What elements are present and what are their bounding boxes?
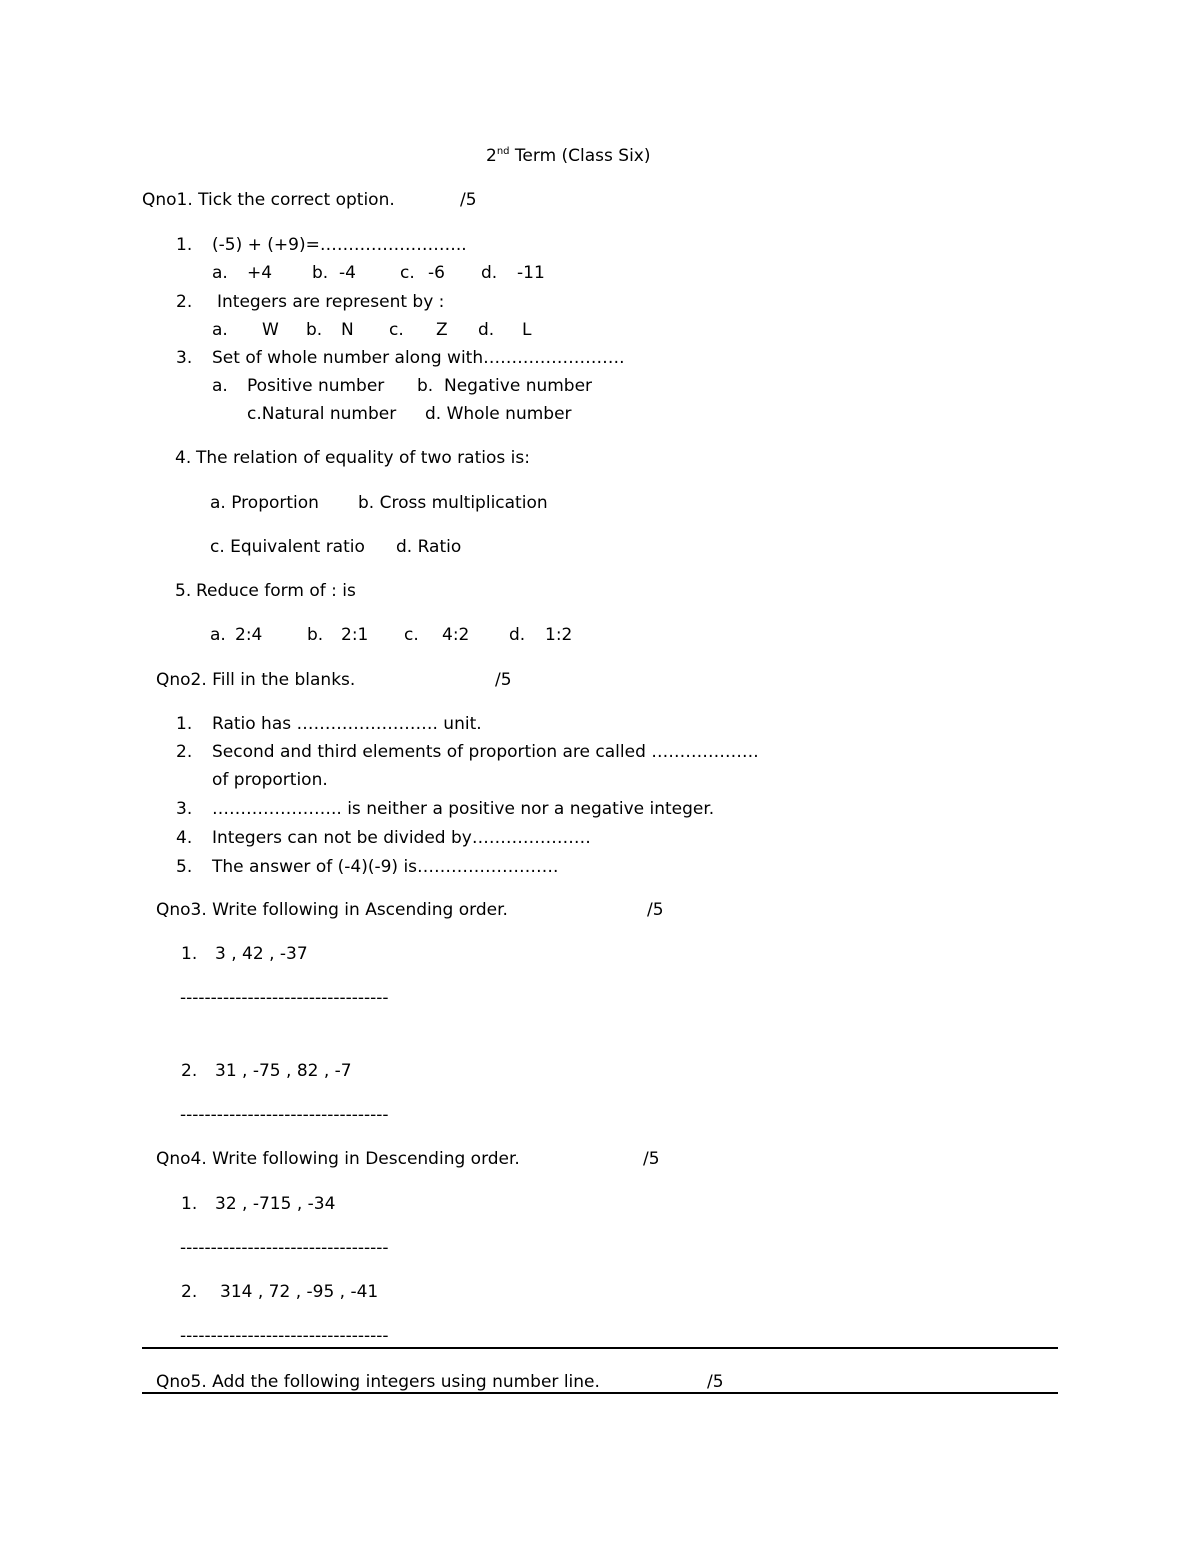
q3-item2-blank: ---------------------------------- bbox=[180, 1105, 389, 1125]
q1-item3-opt-c: c.Natural number bbox=[247, 404, 397, 424]
q1-item5-opt-c: c. bbox=[404, 625, 419, 645]
q2-heading: Qno2. Fill in the blanks. bbox=[156, 670, 356, 690]
q3-item2-text: 31 , -75 , 82 , -7 bbox=[215, 1061, 352, 1081]
q4-heading: Qno4. Write following in Descending order. bbox=[156, 1149, 520, 1169]
q5-heading: Qno5. Add the following integers using number line. bbox=[156, 1372, 600, 1392]
q3-item1-num: 1. bbox=[181, 944, 198, 964]
q1-item4-opt-c: c. Equivalent ratio bbox=[210, 537, 365, 557]
q1-item3-opt-d: d. Whole number bbox=[425, 404, 572, 424]
q3-heading: Qno3. Write following in Ascending order. bbox=[156, 900, 508, 920]
q2-item3-text: ………………….. is neither a positive nor a negative integer. bbox=[212, 799, 715, 819]
q1-item2-opt-d: d. bbox=[478, 320, 495, 340]
q4-item1-blank: ---------------------------------- bbox=[180, 1238, 389, 1258]
q2-item3-num: 3. bbox=[176, 799, 193, 819]
q2-item4-num: 4. bbox=[176, 828, 193, 848]
q4-item2-num: 2. bbox=[181, 1282, 198, 1302]
q2-item1-num: 1. bbox=[176, 714, 193, 734]
q1-item2-opt-d-val: L bbox=[522, 320, 532, 340]
title-text: Term (Class Six) bbox=[509, 146, 651, 166]
q1-item3-text: Set of whole number along with……………………. bbox=[212, 348, 625, 368]
page-title bbox=[486, 146, 651, 169]
divider-bottom bbox=[142, 1392, 1058, 1394]
q1-item5-opt-d-val: 1:2 bbox=[545, 625, 573, 645]
q1-item1-opt-b-val: -4 bbox=[339, 263, 356, 283]
q1-item4-num: 4. bbox=[175, 448, 192, 468]
q1-item3-opt-b: b. bbox=[417, 376, 434, 396]
q1-item3-opt-a: a. bbox=[212, 376, 228, 396]
q1-item2-num: 2. bbox=[176, 292, 193, 312]
q1-item4-opt-a: a. Proportion bbox=[210, 493, 319, 513]
q1-item1-text: (-5) + (+9)=…………………….. bbox=[212, 235, 467, 255]
q1-item2-opt-c-val: Z bbox=[436, 320, 448, 340]
q4-item2-blank: ---------------------------------- bbox=[180, 1326, 389, 1346]
q1-item2-opt-b-val: N bbox=[341, 320, 354, 340]
q1-item1-opt-d-val: -11 bbox=[517, 263, 545, 283]
q2-item2-text: Second and third elements of proportion are called ………………. bbox=[212, 742, 759, 762]
q1-item5-opt-c-val: 4:2 bbox=[442, 625, 470, 645]
q4-item1-num: 1. bbox=[181, 1194, 198, 1214]
q1-item5-opt-a-val: 2:4 bbox=[235, 625, 263, 645]
q2-item2-cont: of proportion. bbox=[212, 770, 328, 790]
q1-heading: Qno1. Tick the correct option. bbox=[142, 190, 395, 210]
q1-item3-opt-a-val: Positive number bbox=[247, 376, 385, 396]
q1-item2-opt-b: b. bbox=[306, 320, 323, 340]
q1-item4-text: The relation of equality of two ratios is: bbox=[196, 448, 530, 468]
q4-item2-text: 314 , 72 , -95 , -41 bbox=[220, 1282, 379, 1302]
q3-item1-blank: ---------------------------------- bbox=[180, 988, 389, 1008]
q1-item2-opt-a-val: W bbox=[262, 320, 279, 340]
q1-item2-text: Integers are represent by : bbox=[217, 292, 445, 312]
q1-item5-num: 5. bbox=[175, 581, 192, 601]
q1-item1-opt-c: c. bbox=[400, 263, 415, 283]
q2-marks: /5 bbox=[495, 670, 512, 690]
q1-marks: /5 bbox=[460, 190, 477, 210]
q1-item1-opt-a: a. bbox=[212, 263, 228, 283]
q3-marks: /5 bbox=[647, 900, 664, 920]
q1-item3-opt-b-val: Negative number bbox=[444, 376, 593, 396]
q1-item5-opt-d: d. bbox=[509, 625, 526, 645]
q1-item1-opt-c-val: -6 bbox=[428, 263, 445, 283]
q1-item1-opt-a-val: +4 bbox=[247, 263, 273, 283]
q1-item1-num: 1. bbox=[176, 235, 193, 255]
q2-item5-text: The answer of (-4)(-9) is……………………. bbox=[212, 857, 559, 877]
q5-marks: /5 bbox=[707, 1372, 724, 1392]
q3-item2-num: 2. bbox=[181, 1061, 198, 1081]
q1-item3-num: 3. bbox=[176, 348, 193, 368]
q2-item1-text: Ratio has ……………………. unit. bbox=[212, 714, 482, 734]
q4-item1-text: 32 , -715 , -34 bbox=[215, 1194, 336, 1214]
q1-item5-opt-b-val: 2:1 bbox=[341, 625, 369, 645]
q2-item5-num: 5. bbox=[176, 857, 193, 877]
q1-item4-opt-b: b. Cross multiplication bbox=[358, 493, 548, 513]
q1-item2-opt-a: a. bbox=[212, 320, 228, 340]
q2-item4-text: Integers can not be divided by………………… bbox=[212, 828, 591, 848]
q1-item1-opt-b: b. bbox=[312, 263, 329, 283]
q1-item5-opt-b: b. bbox=[307, 625, 324, 645]
title-superscript: nd bbox=[496, 146, 510, 157]
q3-item1-text: 3 , 42 , -37 bbox=[215, 944, 308, 964]
q2-item2-num: 2. bbox=[176, 742, 193, 762]
q1-item1-opt-d: d. bbox=[481, 263, 498, 283]
q4-marks: /5 bbox=[643, 1149, 660, 1169]
q1-item5-opt-a: a. bbox=[210, 625, 226, 645]
divider-top bbox=[142, 1347, 1058, 1349]
q1-item4-opt-d: d. Ratio bbox=[396, 537, 462, 557]
q1-item5-text: Reduce form of : is bbox=[196, 581, 356, 601]
q1-item2-opt-c: c. bbox=[389, 320, 404, 340]
title-number: 2 bbox=[486, 146, 497, 166]
